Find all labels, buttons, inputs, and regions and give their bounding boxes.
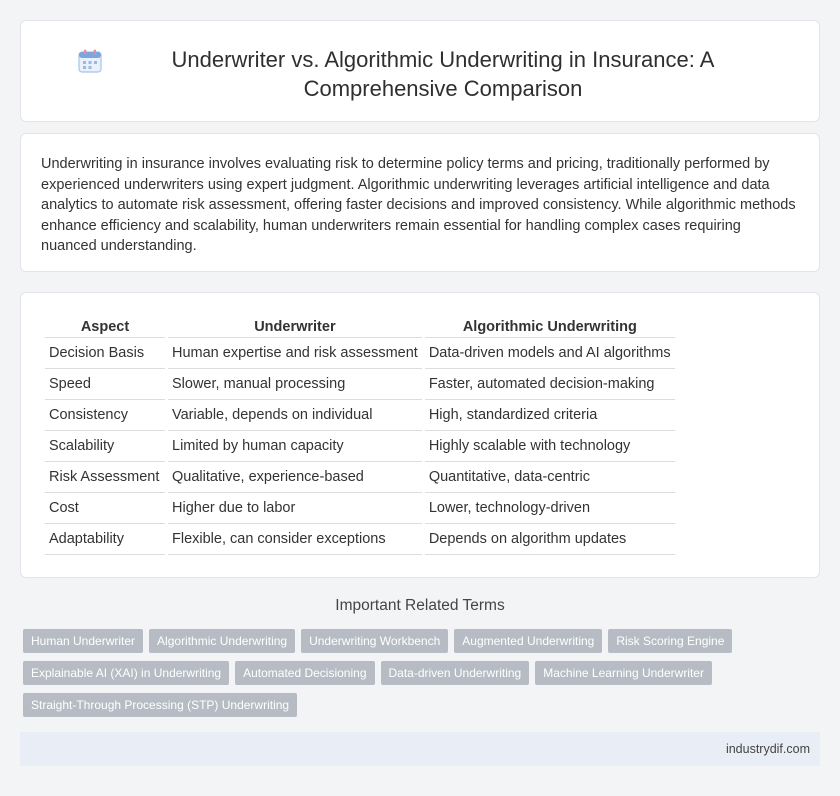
cell-underwriter: Qualitative, experience-based xyxy=(168,462,422,493)
header-aspect: Aspect xyxy=(45,314,165,338)
tag-stp-underwriting[interactable]: Straight-Through Processing (STP) Underwriting xyxy=(23,693,297,717)
cell-aspect: Decision Basis xyxy=(45,338,165,369)
table-row xyxy=(45,338,675,369)
tag-algorithmic-underwriting[interactable]: Algorithmic Underwriting xyxy=(149,629,295,653)
cell-underwriter: Slower, manual processing xyxy=(168,369,422,400)
tag-explainable-ai[interactable]: Explainable AI (XAI) in Underwriting xyxy=(23,661,229,685)
related-terms-tags xyxy=(23,629,823,725)
table-row xyxy=(45,431,675,462)
cell-underwriter: Variable, depends on individual xyxy=(168,400,422,431)
page-title: Underwriter vs. Algorithmic Underwriting in Insurance: A Comprehensive Comparison xyxy=(171,47,715,101)
header-underwriter: Underwriter xyxy=(168,314,422,338)
table-row xyxy=(45,400,675,431)
tag-underwriting-workbench[interactable]: Underwriting Workbench xyxy=(301,629,448,653)
cell-algorithmic: Highly scalable with technology xyxy=(425,431,675,462)
table-header-row xyxy=(45,314,675,338)
cell-aspect: Consistency xyxy=(45,400,165,431)
cell-algorithmic: Quantitative, data-centric xyxy=(425,462,675,493)
table-row xyxy=(45,493,675,524)
header-algorithmic: Algorithmic Underwriting xyxy=(425,314,675,338)
cell-underwriter: Limited by human capacity xyxy=(168,431,422,462)
cell-algorithmic: Lower, technology-driven xyxy=(425,493,675,524)
tag-machine-learning-underwriter[interactable]: Machine Learning Underwriter xyxy=(535,661,712,685)
footer xyxy=(20,732,820,766)
tag-automated-decisioning[interactable]: Automated Decisioning xyxy=(235,661,374,685)
calendar-icon xyxy=(77,48,103,74)
header xyxy=(21,21,819,103)
cell-aspect: Cost xyxy=(45,493,165,524)
table-row xyxy=(45,462,675,493)
intro-paragraph: Underwriting in insurance involves evaluating risk to determine policy terms and pricing, traditionally performed by experienced underwriters using expert judgment. Algorithmic underwriting leverages artificial intelligence and data analytics to automate risk assessment, offering faster decisions and improved consistency. While algorithmic methods enhance efficiency and scalability, human underwriters remain essential for handling complex cases requiring nuanced understanding. xyxy=(41,156,796,254)
tag-augmented-underwriting[interactable]: Augmented Underwriting xyxy=(454,629,602,653)
header-card xyxy=(20,20,820,122)
cell-underwriter: Human expertise and risk assessment xyxy=(168,338,422,369)
cell-aspect: Adaptability xyxy=(45,524,165,555)
cell-algorithmic: Faster, automated decision-making xyxy=(425,369,675,400)
cell-underwriter: Flexible, can consider exceptions xyxy=(168,524,422,555)
cell-underwriter: Higher due to labor xyxy=(168,493,422,524)
table-row xyxy=(45,369,675,400)
cell-algorithmic: Data-driven models and AI algorithms xyxy=(425,338,675,369)
tag-risk-scoring-engine[interactable]: Risk Scoring Engine xyxy=(608,629,732,653)
cell-algorithmic: Depends on algorithm updates xyxy=(425,524,675,555)
cell-aspect: Scalability xyxy=(45,431,165,462)
cell-aspect: Speed xyxy=(45,369,165,400)
cell-aspect: Risk Assessment xyxy=(45,462,165,493)
footer-site-link[interactable]: industrydif.com xyxy=(725,742,810,756)
related-terms-title: Important Related Terms xyxy=(335,597,505,614)
tag-data-driven-underwriting[interactable]: Data-driven Underwriting xyxy=(381,661,530,685)
table-row xyxy=(45,524,675,555)
cell-algorithmic: High, standardized criteria xyxy=(425,400,675,431)
tag-human-underwriter[interactable]: Human Underwriter xyxy=(23,629,143,653)
comparison-card xyxy=(20,292,820,578)
comparison-table xyxy=(42,314,678,555)
intro-card xyxy=(20,133,820,272)
